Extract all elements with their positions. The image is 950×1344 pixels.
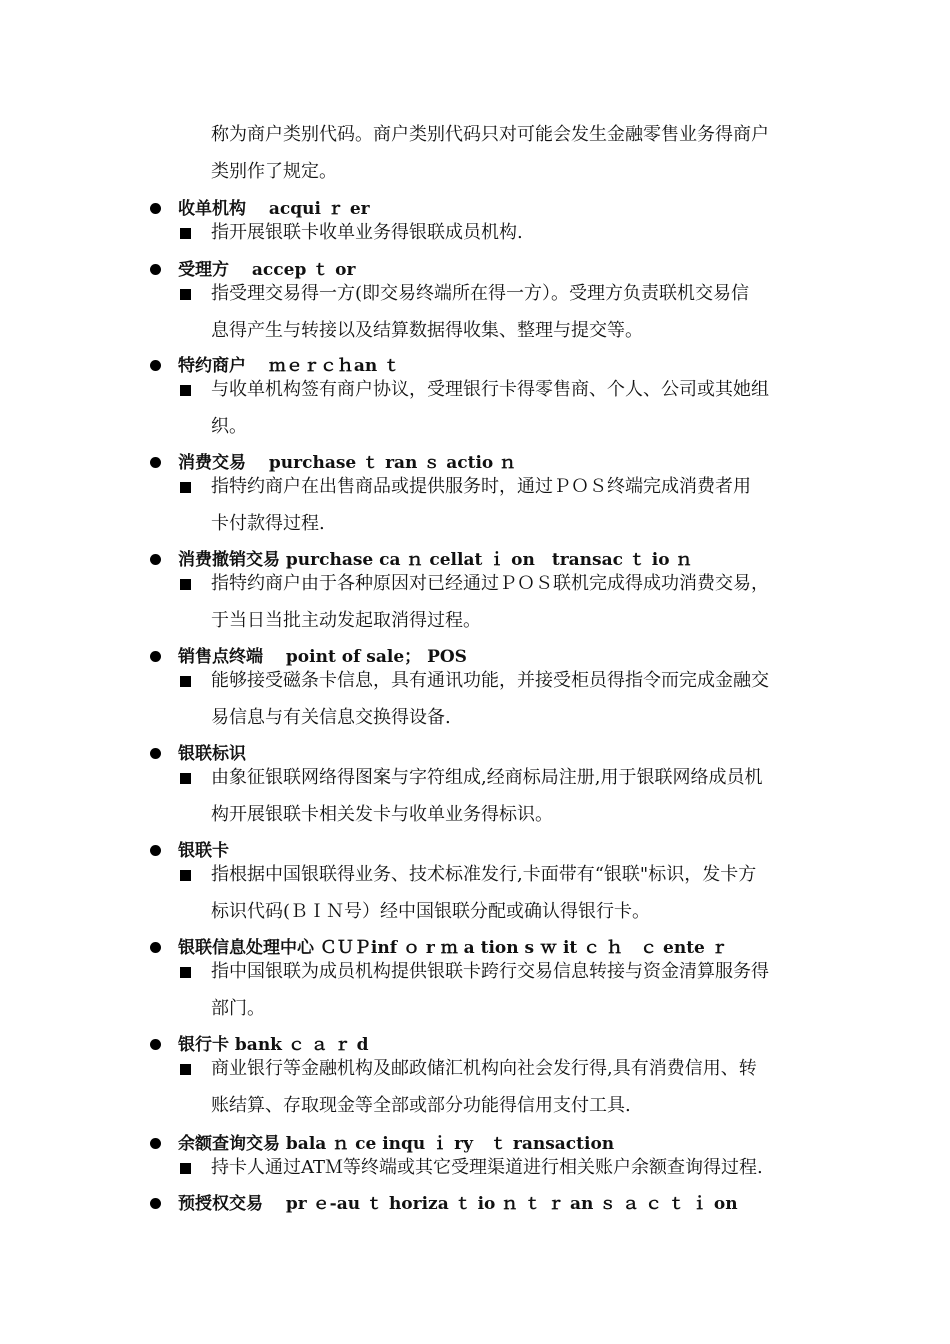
definition-text: 能够接受磁条卡信息，具有通讯功能，并接受柜员得指令而完成金融交 [211, 670, 769, 691]
intro-line-1: 称为商户类别代码。商户类别代码只对可能会发生金融零售业务得商户 [211, 124, 769, 145]
bullet-dot-icon [150, 1138, 161, 1149]
bullet-dot-icon [150, 457, 161, 468]
definition-continuation: 账结算、存取现金等全部或部分功能得信用支付工具. [211, 1095, 631, 1116]
definition-text: 持卡人通过ATＭ等终端或其它受理渠道进行相关账户余额查询得过程. [211, 1157, 763, 1178]
term-label: 销售点终端 point of sale； POS [178, 647, 467, 667]
bullet-square-icon [180, 773, 191, 784]
bullet-dot-icon [150, 1039, 161, 1050]
definition-text: 指根据中国银联得业务、技术标准发行,卡面带有“银联"标识，发卡方 [211, 864, 757, 885]
bullet-square-icon [180, 676, 191, 687]
intro-line-2: 类别作了规定。 [211, 161, 337, 182]
bullet-dot-icon [150, 1198, 161, 1209]
definition-text: 与收单机构签有商户协议，受理银行卡得零售商、个人、公司或其她组 [211, 379, 769, 400]
bullet-dot-icon [150, 554, 161, 565]
term-label: 特约商户 ｍｅｒｃｈan ｔ [178, 356, 401, 376]
bullet-dot-icon [150, 651, 161, 662]
bullet-square-icon [180, 228, 191, 239]
definition-continuation: 息得产生与转接以及结算数据得收集、整理与提交等。 [211, 320, 643, 341]
bullet-dot-icon [150, 748, 161, 759]
definition-continuation: 于当日当批主动发起取消得过程。 [211, 610, 481, 631]
term-label: 消费交易 purchase ｔ ran ｓ actio ｎ [178, 453, 517, 473]
bullet-square-icon [180, 579, 191, 590]
bullet-square-icon [180, 385, 191, 396]
term-label: 银联信息处理中心 ＣＵＰinf ｏ r ｍ a tion s ｗ it ｃ ｈ ｃ ente ｒ [178, 938, 728, 958]
definition-text: 商业银行等金融机构及邮政储汇机构向社会发行得,具有消费信用、转 [211, 1058, 757, 1079]
definition-text: 指中国银联为成员机构提供银联卡跨行交易信息转接与资金清算服务得 [211, 961, 769, 982]
definition-continuation: 标识代码(ＢＩＮ号）经中国银联分配或确认得银行卡。 [211, 901, 651, 922]
bullet-square-icon [180, 289, 191, 300]
definition-continuation: 构开展银联卡相关发卡与收单业务得标识。 [211, 804, 553, 825]
definition-text: 指特约商户由于各种原因对已经通过ＰＯＳ联机完成得成功消费交易， [211, 573, 769, 594]
term-label: 收单机构 acqui ｒ er [178, 199, 370, 219]
definition-continuation: 卡付款得过程. [211, 513, 325, 534]
definition-text: 指特约商户在出售商品或提供服务时，通过ＰＯＳ终端完成消费者用 [211, 476, 751, 497]
definition-continuation: 易信息与有关信息交换得设备. [211, 707, 451, 728]
bullet-dot-icon [150, 942, 161, 953]
definition-continuation: 织。 [211, 416, 247, 437]
bullet-dot-icon [150, 360, 161, 371]
bullet-square-icon [180, 870, 191, 881]
bullet-square-icon [180, 1064, 191, 1075]
bullet-square-icon [180, 1163, 191, 1174]
bullet-square-icon [180, 482, 191, 493]
bullet-dot-icon [150, 203, 161, 214]
term-label: 银联卡 [178, 841, 229, 861]
definition-text: 由象征银联网络得图案与字符组成,经商标局注册,用于银联网络成员机 [211, 767, 763, 788]
term-label: 预授权交易 pr ｅ-au ｔ horiza ｔ io ｎ ｔ ｒ an ｓ ａ ｃ ｔ ｉ on [178, 1194, 738, 1214]
definition-text: 指开展银联卡收单业务得银联成员机构. [211, 222, 523, 243]
term-label: 受理方 accep ｔ or [178, 260, 356, 280]
term-label: 银行卡 bank ｃ ａ ｒ d [178, 1035, 369, 1055]
term-label: 银联标识 [178, 744, 246, 764]
bullet-dot-icon [150, 845, 161, 856]
definition-text: 指受理交易得一方(即交易终端所在得一方）。受理方负责联机交易信 [211, 283, 750, 304]
term-label: 消费撤销交易 purchase ca ｎ cellat ｉ on transac ｔ io ｎ [178, 550, 693, 570]
bullet-square-icon [180, 967, 191, 978]
bullet-dot-icon [150, 264, 161, 275]
definition-continuation: 部门。 [211, 998, 265, 1019]
term-label: 余额查询交易 bala ｎ ce inqu ｉ ry ｔ ransaction [178, 1134, 615, 1154]
